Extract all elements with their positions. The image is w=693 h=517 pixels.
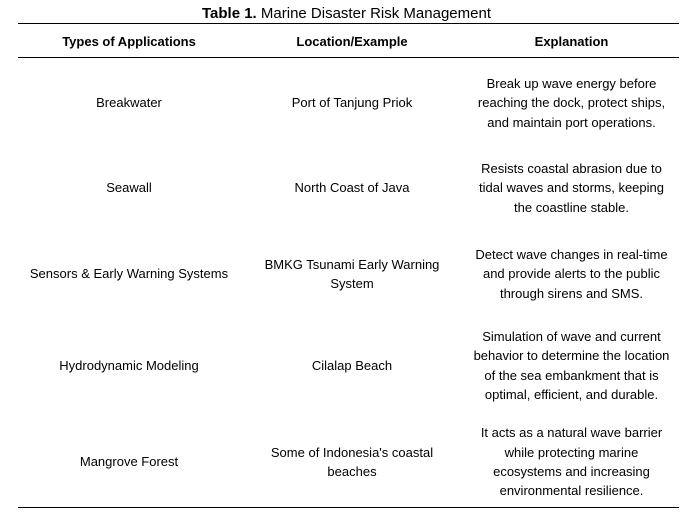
cell-location-text: Some of Indonesia's coastal beaches [270,444,434,479]
cell-explanation [464,159,679,217]
cell-type-text: Mangrove Forest [79,454,179,470]
cell-explanation [464,245,679,303]
cell-type-text: Seawall [106,180,152,196]
cell-explanation-text: Detect wave changes in real-time and provide alerts to the public through sirens and SMS. [475,246,668,301]
cell-explanation [464,64,679,142]
cell-location [240,159,464,217]
cell-type-text: Sensors & Early Warning Systems [29,266,229,282]
table-row [18,245,679,303]
header-location-example: Location/Example [296,34,408,49]
cell-location [240,317,464,414]
cell-location-text: North Coast of Java [294,180,410,196]
cell-type [18,423,240,501]
cell-location-text: Port of Tanjung Priok [291,95,413,111]
cell-location [240,64,464,142]
cell-type [18,159,240,217]
cell-explanation-text: Resists coastal abrasion due to tidal waves and storms, keeping the coastline stable. [479,160,664,215]
cell-explanation-text: It acts as a natural wave barrier while protecting marine ecosystems and increasing environmental resilience. [480,425,663,499]
table-caption-title: Marine Disaster Risk Management [260,5,491,22]
table-top-rule [18,23,679,24]
table-bottom-rule [18,507,679,508]
cell-explanation-text: Break up wave energy before reaching the dock, protect ships, and maintain port operations. [477,75,666,130]
cell-location-text: BMKG Tsunami Early Warning System [264,256,440,291]
cell-type [18,64,240,142]
table-row [18,423,679,501]
header-types-of-applications: Types of Applications [62,34,196,49]
cell-explanation [464,317,679,414]
cell-type [18,245,240,303]
cell-location-text: Cilalap Beach [311,357,393,373]
table-caption [0,4,693,24]
table-header-rule [18,57,679,58]
cell-explanation [464,423,679,501]
header-explanation: Explanation [534,34,609,49]
table-row [18,317,679,414]
table-row [18,159,679,217]
cell-explanation-text: Simulation of wave and current behavior to determine the location of the sea embankment that is optimal, efficient, and durable. [473,328,670,402]
cell-type-text: Hydrodynamic Modeling [59,357,199,373]
cell-type [18,317,240,414]
table-row [18,64,679,142]
cell-location [240,245,464,303]
cell-location [240,423,464,501]
table-caption-label: Table 1. [201,5,257,22]
cell-type-text: Breakwater [96,95,162,111]
